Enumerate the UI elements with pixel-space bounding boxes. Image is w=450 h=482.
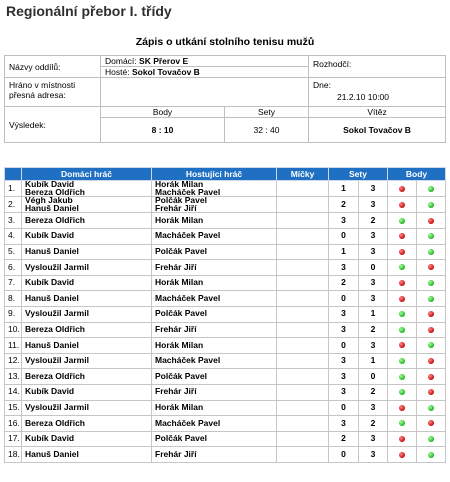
home-player-cell	[22, 447, 152, 463]
table-row	[5, 213, 446, 229]
win-dot-icon	[428, 342, 434, 348]
guest-player-cell	[152, 431, 277, 447]
loss-dot-icon	[399, 342, 405, 348]
home-player-name: Vysloužil Jarmil	[25, 355, 89, 366]
guest-player-name: Horák Milan	[155, 179, 204, 189]
guest-player-cell	[152, 400, 277, 416]
matches-table	[4, 167, 446, 463]
home-player-cell	[22, 197, 152, 213]
guest-sets: 3	[359, 181, 388, 197]
row-number: 17.	[5, 431, 22, 447]
guest-player-name: Horák Milan	[155, 214, 204, 225]
row-number: 11.	[5, 338, 22, 354]
home-point-cell	[388, 181, 417, 197]
guest-sets: 3	[359, 244, 388, 260]
guest-player-cell	[152, 244, 277, 260]
guest-team-cell	[101, 67, 309, 78]
loss-dot-icon	[399, 452, 405, 458]
home-player-cell	[22, 369, 152, 385]
guest-point-cell	[417, 291, 446, 307]
home-player-cell	[22, 260, 152, 276]
home-player-cell	[22, 353, 152, 369]
home-player-name: Bereza Oldřich	[25, 186, 85, 197]
guest-player-name: Frehár Jiří	[155, 386, 197, 397]
win-dot-icon	[399, 358, 405, 364]
balls-cell	[277, 447, 329, 463]
result-label: Výsledek:	[5, 107, 101, 143]
guest-point-cell	[417, 275, 446, 291]
guest-sets: 1	[359, 306, 388, 322]
home-sets: 3	[329, 322, 359, 338]
balls-cell	[277, 197, 329, 213]
guest-player-name: Horák Milan	[155, 339, 204, 350]
home-sets: 2	[329, 197, 359, 213]
home-point-cell	[388, 447, 417, 463]
guest-sets: 3	[359, 447, 388, 463]
table-row	[5, 338, 446, 354]
balls-cell	[277, 416, 329, 432]
table-row	[5, 400, 446, 416]
row-number: 15.	[5, 400, 22, 416]
home-player-name: Hanuš Daniel	[25, 246, 79, 257]
home-point-cell	[388, 291, 417, 307]
home-sets: 3	[329, 384, 359, 400]
home-point-cell	[388, 384, 417, 400]
home-player-cell	[22, 384, 152, 400]
balls-cell	[277, 400, 329, 416]
guest-player-name: Macháček Pavel	[155, 355, 221, 366]
guest-player-cell	[152, 228, 277, 244]
guest-sets: 2	[359, 416, 388, 432]
home-sets: 3	[329, 306, 359, 322]
home-player-name: Kubík David	[25, 230, 75, 241]
row-number: 7.	[5, 275, 22, 291]
win-dot-icon	[428, 280, 434, 286]
header-points: Body	[388, 168, 446, 181]
guest-sets: 3	[359, 338, 388, 354]
guest-sets: 0	[359, 369, 388, 385]
home-team: SK Přerov E	[139, 56, 189, 66]
guest-sets: 2	[359, 322, 388, 338]
guest-team: Sokol Tovačov B	[131, 67, 200, 77]
guest-point-cell	[417, 338, 446, 354]
guest-sets: 2	[359, 384, 388, 400]
guest-player-name: Frehár Jiří	[155, 202, 197, 213]
home-team-cell	[101, 56, 309, 67]
winner-header: Vítěz	[309, 107, 446, 118]
guest-player-cell	[152, 416, 277, 432]
guest-player-name: Macháček Pavel	[155, 186, 221, 197]
home-sets: 3	[329, 213, 359, 229]
place-label: Hráno v místnosti přesná adresa:	[5, 78, 101, 107]
home-sets: 0	[329, 447, 359, 463]
home-player-name: Hanuš Daniel	[25, 448, 79, 459]
table-row	[5, 197, 446, 213]
home-player-name: Végh Jakub	[25, 195, 73, 206]
table-row	[5, 260, 446, 276]
guest-player-name: Polčák Pavel	[155, 433, 207, 444]
guest-sets: 3	[359, 431, 388, 447]
table-row	[5, 384, 446, 400]
sets-value: 32 : 40	[225, 118, 309, 143]
home-player-name: Kubík David	[25, 277, 75, 288]
guest-point-cell	[417, 260, 446, 276]
date-cell	[309, 78, 446, 107]
home-player-name: Hanuš Daniel	[25, 339, 79, 350]
matches-body	[5, 181, 446, 463]
win-dot-icon	[399, 218, 405, 224]
loss-dot-icon	[399, 249, 405, 255]
table-row	[5, 275, 446, 291]
home-player-cell	[22, 431, 152, 447]
guest-player-cell	[152, 291, 277, 307]
guest-point-cell	[417, 306, 446, 322]
guest-point-cell	[417, 244, 446, 260]
guest-sets: 3	[359, 228, 388, 244]
home-player-name: Hanuš Daniel	[25, 292, 79, 303]
home-sets: 3	[329, 260, 359, 276]
loss-dot-icon	[428, 389, 434, 395]
guest-sets: 3	[359, 197, 388, 213]
place-value	[101, 78, 309, 107]
home-player-cell	[22, 213, 152, 229]
balls-cell	[277, 369, 329, 385]
guest-point-cell	[417, 447, 446, 463]
home-player-cell	[22, 416, 152, 432]
guest-player-name: Horák Milan	[155, 402, 204, 412]
guest-point-cell	[417, 431, 446, 447]
guest-point-cell	[417, 197, 446, 213]
guest-player-name: Polčák Pavel	[155, 370, 207, 381]
home-player-name: Bereza Oldřich	[25, 324, 85, 335]
guest-sets: 3	[359, 275, 388, 291]
guest-player-name: Macháček Pavel	[155, 292, 221, 303]
header-balls: Míčky	[277, 168, 329, 181]
balls-cell	[277, 291, 329, 307]
balls-cell	[277, 181, 329, 197]
home-point-cell	[388, 228, 417, 244]
balls-cell	[277, 213, 329, 229]
guest-sets: 3	[359, 291, 388, 307]
loss-dot-icon	[399, 202, 405, 208]
table-row	[5, 322, 446, 338]
home-sets: 0	[329, 228, 359, 244]
home-sets: 0	[329, 291, 359, 307]
row-number: 12.	[5, 353, 22, 369]
home-player-cell	[22, 306, 152, 322]
home-sets: 2	[329, 275, 359, 291]
home-point-cell	[388, 416, 417, 432]
guest-point-cell	[417, 369, 446, 385]
home-player-name: Kubík David	[25, 386, 75, 397]
balls-cell	[277, 306, 329, 322]
guest-point-cell	[417, 181, 446, 197]
home-point-cell	[388, 197, 417, 213]
guest-player-cell	[152, 369, 277, 385]
home-point-cell	[388, 369, 417, 385]
home-point-cell	[388, 322, 417, 338]
win-dot-icon	[428, 452, 434, 458]
guest-point-cell	[417, 228, 446, 244]
home-point-cell	[388, 244, 417, 260]
row-number: 2.	[5, 197, 22, 213]
winner-value: Sokol Tovačov B	[309, 118, 446, 143]
row-number: 13.	[5, 369, 22, 385]
guest-player-name: Horák Milan	[155, 277, 204, 288]
win-dot-icon	[399, 389, 405, 395]
row-number: 14.	[5, 384, 22, 400]
guest-player-name: Frehár Jiří	[155, 448, 197, 459]
guest-point-cell	[417, 416, 446, 432]
referee-label: Rozhodčí:	[309, 56, 446, 78]
loss-dot-icon	[399, 280, 405, 286]
guest-player-name: Frehár Jiří	[155, 324, 197, 335]
home-player-name: Vysloužil Jarmil	[25, 261, 89, 272]
loss-dot-icon	[399, 296, 405, 302]
match-info-table	[4, 55, 446, 143]
guest-sets: 1	[359, 353, 388, 369]
row-number: 3.	[5, 213, 22, 229]
guest-player-name: Frehár Jiří	[155, 261, 197, 272]
win-dot-icon	[399, 264, 405, 270]
table-row	[5, 431, 446, 447]
home-player-cell	[22, 322, 152, 338]
home-player-name: Vysloužil Jarmil	[25, 308, 89, 319]
row-number: 16.	[5, 416, 22, 432]
guest-sets: 3	[359, 400, 388, 416]
loss-dot-icon	[428, 264, 434, 270]
home-sets: 3	[329, 369, 359, 385]
balls-cell	[277, 322, 329, 338]
win-dot-icon	[428, 186, 434, 192]
win-dot-icon	[399, 420, 405, 426]
balls-cell	[277, 431, 329, 447]
win-dot-icon	[399, 311, 405, 317]
guest-player-cell	[152, 353, 277, 369]
report-subtitle: Zápis o utkání stolního tenisu mužů	[135, 36, 315, 48]
guest-player-cell	[152, 384, 277, 400]
home-player-name: Kubík David	[25, 433, 75, 444]
home-point-cell	[388, 275, 417, 291]
points-header: Body	[101, 107, 225, 118]
guest-sets: 0	[359, 260, 388, 276]
page-title: Regionální přebor I. třídy	[6, 3, 172, 19]
guest-point-cell	[417, 213, 446, 229]
home-player-cell	[22, 275, 152, 291]
row-number: 18.	[5, 447, 22, 463]
home-player-cell	[22, 291, 152, 307]
table-row	[5, 447, 446, 463]
guest-sets: 2	[359, 213, 388, 229]
win-dot-icon	[428, 296, 434, 302]
loss-dot-icon	[428, 311, 434, 317]
balls-cell	[277, 338, 329, 354]
loss-dot-icon	[399, 405, 405, 411]
home-player-name: Hanuš Daniel	[25, 202, 79, 213]
balls-cell	[277, 384, 329, 400]
home-sets: 0	[329, 338, 359, 354]
home-sets: 3	[329, 353, 359, 369]
guest-player-cell	[152, 260, 277, 276]
table-row	[5, 416, 446, 432]
loss-dot-icon	[399, 186, 405, 192]
guest-player-name: Polčák Pavel	[155, 246, 207, 257]
guest-player-name: Macháček Pavel	[155, 230, 221, 241]
balls-cell	[277, 228, 329, 244]
loss-dot-icon	[428, 327, 434, 333]
loss-dot-icon	[428, 420, 434, 426]
loss-dot-icon	[428, 358, 434, 364]
header-sets: Sety	[329, 168, 388, 181]
row-number: 1.	[5, 181, 22, 197]
guest-player-cell	[152, 306, 277, 322]
home-player-cell	[22, 244, 152, 260]
home-player-cell	[22, 338, 152, 354]
win-dot-icon	[428, 436, 434, 442]
table-row	[5, 306, 446, 322]
sets-header: Sety	[225, 107, 309, 118]
guest-point-cell	[417, 400, 446, 416]
home-player-name: Bereza Oldřich	[25, 417, 85, 428]
row-number: 4.	[5, 228, 22, 244]
balls-cell	[277, 260, 329, 276]
row-number: 5.	[5, 244, 22, 260]
loss-dot-icon	[399, 233, 405, 239]
home-player-name: Vysloužil Jarmil	[25, 402, 89, 412]
guest-player-name: Polčák Pavel	[155, 308, 207, 319]
row-number: 6.	[5, 260, 22, 276]
home-label: Domácí:	[105, 56, 137, 66]
home-player-name: Bereza Oldřich	[25, 370, 85, 381]
balls-cell	[277, 353, 329, 369]
win-dot-icon	[428, 202, 434, 208]
guest-point-cell	[417, 353, 446, 369]
guest-point-cell	[417, 322, 446, 338]
home-point-cell	[388, 338, 417, 354]
row-number: 9.	[5, 306, 22, 322]
teams-label: Názvy oddílů:	[5, 56, 101, 78]
balls-cell	[277, 244, 329, 260]
guest-player-cell	[152, 197, 277, 213]
row-number: 8.	[5, 291, 22, 307]
balls-cell	[277, 275, 329, 291]
guest-player-cell	[152, 447, 277, 463]
table-row	[5, 353, 446, 369]
guest-point-cell	[417, 384, 446, 400]
home-point-cell	[388, 431, 417, 447]
header-home-player: Domácí hráč	[22, 168, 152, 181]
home-point-cell	[388, 260, 417, 276]
date-label: Dne:	[313, 80, 331, 90]
home-player-cell	[22, 228, 152, 244]
home-player-name: Bereza Oldřich	[25, 214, 85, 225]
home-player-name: Kubík David	[25, 179, 75, 189]
guest-player-name: Macháček Pavel	[155, 417, 221, 428]
home-sets: 3	[329, 416, 359, 432]
home-point-cell	[388, 353, 417, 369]
guest-player-cell	[152, 322, 277, 338]
win-dot-icon	[428, 405, 434, 411]
header-number	[5, 168, 22, 181]
win-dot-icon	[399, 327, 405, 333]
table-row	[5, 369, 446, 385]
home-sets: 0	[329, 400, 359, 416]
guest-player-cell	[152, 213, 277, 229]
guest-label: Hosté:	[105, 67, 130, 77]
header-guest-player: Hostující hráč	[152, 168, 277, 181]
row-number: 10.	[5, 322, 22, 338]
table-row	[5, 291, 446, 307]
home-player-cell	[22, 400, 152, 416]
home-point-cell	[388, 400, 417, 416]
date-value: 21.2.10 10:00	[337, 92, 390, 102]
win-dot-icon	[399, 374, 405, 380]
home-sets: 1	[329, 181, 359, 197]
points-value: 8 : 10	[101, 118, 225, 143]
table-row	[5, 228, 446, 244]
guest-player-cell	[152, 275, 277, 291]
loss-dot-icon	[428, 218, 434, 224]
loss-dot-icon	[428, 374, 434, 380]
home-sets: 2	[329, 431, 359, 447]
guest-player-name: Polčák Pavel	[155, 195, 207, 206]
home-point-cell	[388, 213, 417, 229]
home-point-cell	[388, 306, 417, 322]
loss-dot-icon	[399, 436, 405, 442]
table-row	[5, 244, 446, 260]
win-dot-icon	[428, 233, 434, 239]
guest-player-cell	[152, 338, 277, 354]
win-dot-icon	[428, 249, 434, 255]
home-sets: 1	[329, 244, 359, 260]
